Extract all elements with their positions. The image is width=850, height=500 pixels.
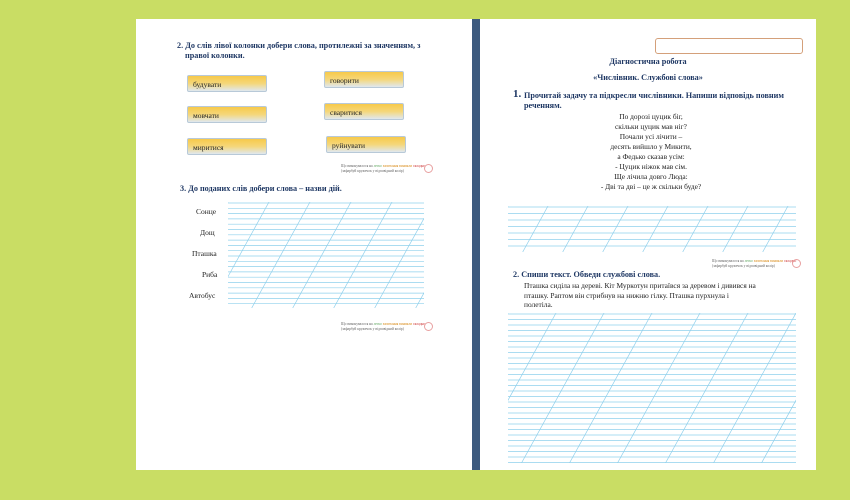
page-subtitle: «Числівник. Службові слова»	[593, 73, 703, 82]
slant-line	[763, 206, 788, 252]
task3-word: Дощ	[200, 228, 215, 237]
worksheet-left-page	[136, 19, 472, 470]
copy-text: Пташка сиділа на дереві. Кіт Муркотун притаївся за деревом і дивився на пташку. Раптом він стрибнув на нижню гілку. Пташка пурхнула і полетіла.	[524, 281, 756, 309]
writing-lines[interactable]	[228, 202, 424, 308]
page-title: Діагностична робота	[609, 57, 687, 66]
name-field[interactable]	[655, 38, 803, 54]
word-card[interactable]: будувати	[187, 75, 267, 92]
slant-line	[683, 206, 708, 252]
slant-line	[523, 206, 548, 252]
slant-line	[603, 206, 628, 252]
word-card[interactable]: говорити	[324, 71, 404, 88]
slant-line	[416, 202, 424, 308]
slant-line	[228, 202, 269, 308]
slant-line	[723, 206, 748, 252]
assessment-circle[interactable]	[424, 322, 433, 331]
self-assessment-footer: Що виконувалося на легко запитання виникли складно (зафарбуй кружечок у відповідний колір)	[341, 164, 426, 173]
writing-lines[interactable]	[508, 313, 796, 463]
task3-heading: 3. До поданих слів добери слова – назви дій.	[180, 184, 342, 193]
task1-heading: Прочитай задачу та підкресли числівники. Напиши відповідь повним реченням.	[524, 91, 784, 110]
task3-word: Риба	[202, 270, 218, 279]
worksheet-right-page	[480, 19, 816, 470]
slant-line	[563, 206, 588, 252]
slant-line	[375, 202, 424, 308]
word-card[interactable]: руйнувати	[326, 136, 406, 153]
assessment-circle[interactable]	[424, 164, 433, 173]
task3-word: Пташка	[192, 249, 217, 258]
self-assessment-footer: Що виконувалося на легко запитання виникли складно (зафарбуй кружечок у відповідний колір)	[341, 322, 426, 331]
riddle-poem: По дорозі цуцик біг, скільки цуцик мав ніг? Почали усі лічити – десять вийшло у Микити, а Федько сказав усім: - Цуцик ніжок мав сім. Ще лічила довго Люда: - Дві та дві – це ж скільки буде?	[600, 112, 702, 191]
task1-number: 1.	[513, 88, 522, 100]
self-assessment-footer: Що виконувалося на легко запитання виникли складно (зафарбуй кружечок у відповідний колір)	[712, 259, 797, 268]
book-spine	[472, 19, 480, 470]
task2-heading: 2. До слів лівої колонки добери слова, протилежні за значенням, з правої колонки.	[177, 41, 421, 60]
task3-word: Сонце	[196, 207, 217, 216]
word-card[interactable]: сваритися	[324, 103, 404, 120]
assessment-circle[interactable]	[792, 259, 801, 268]
answer-lines[interactable]	[508, 206, 796, 252]
word-card[interactable]: мовчати	[187, 106, 267, 123]
task3-word: Автобус	[189, 291, 216, 300]
word-card[interactable]: миритися	[187, 138, 267, 155]
task2-heading: 2. Спиши текст. Обведи службові слова.	[513, 270, 661, 279]
slant-line	[643, 206, 668, 252]
